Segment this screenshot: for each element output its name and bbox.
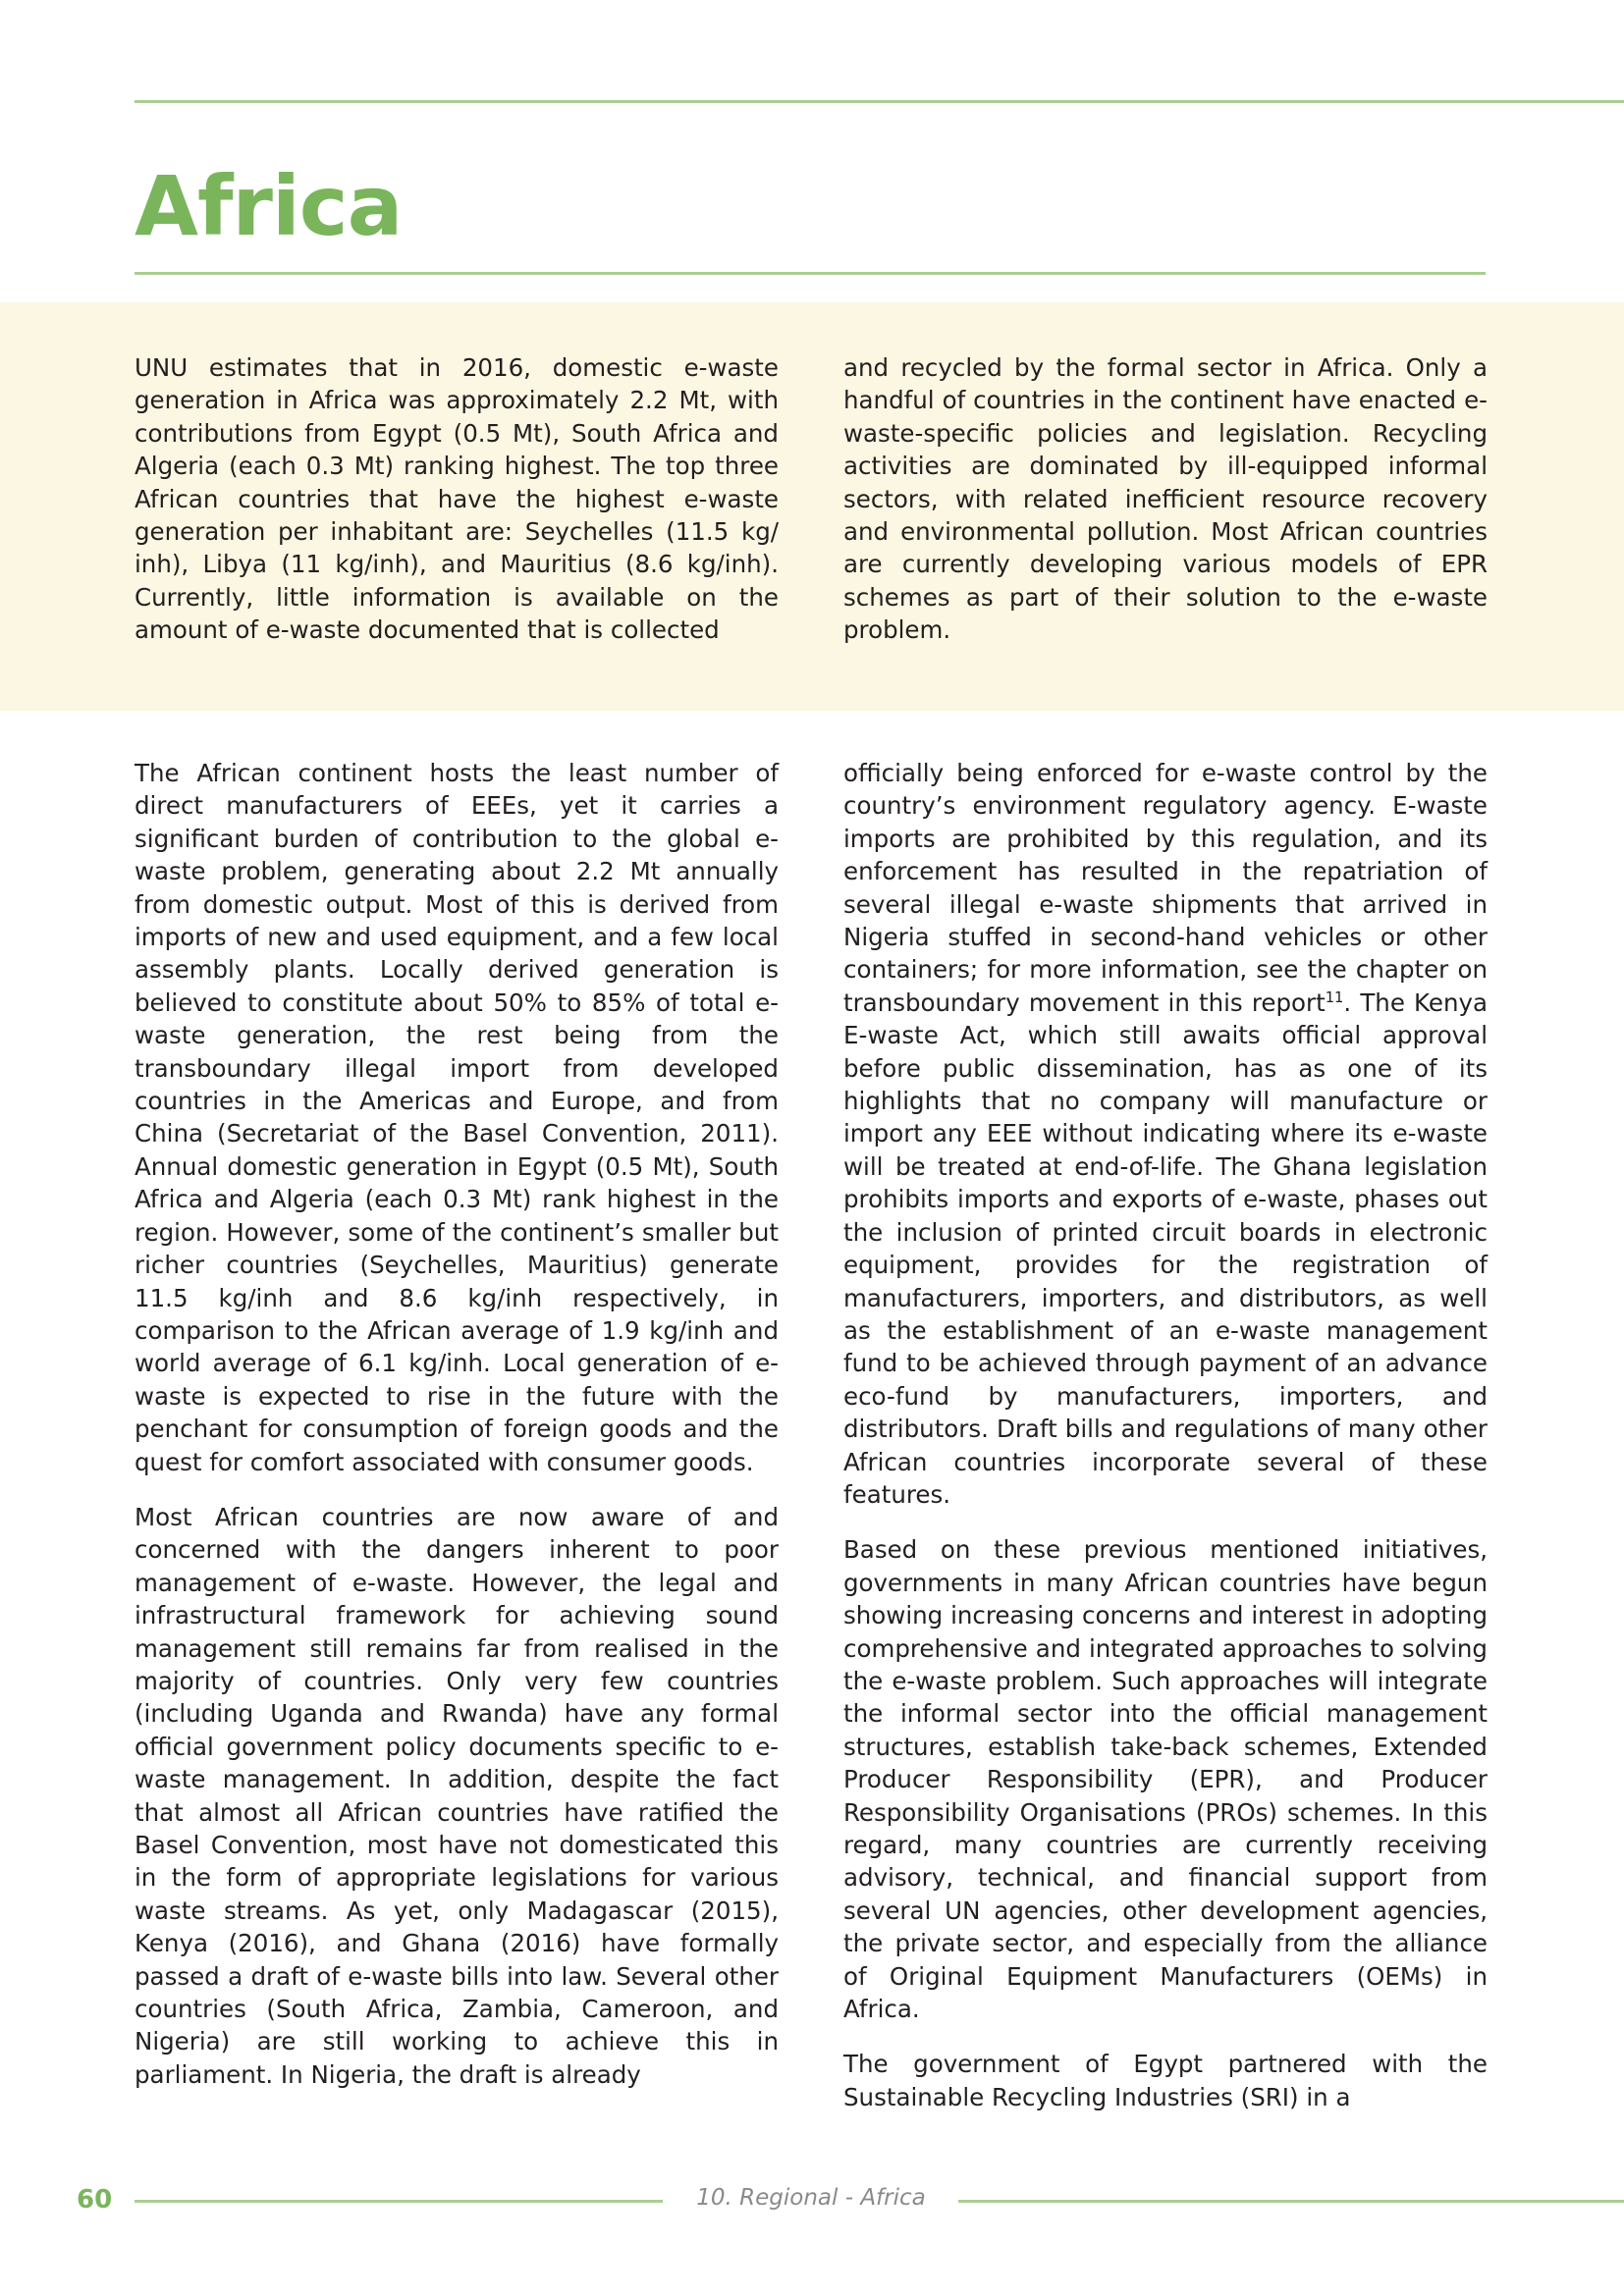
footnote-reference: 11 <box>1325 988 1344 1006</box>
summary-column-left <box>135 351 779 669</box>
summary-column-right <box>843 351 1488 669</box>
body-paragraph: Based on these previous mentioned initiatives, governments in many African countries have begun showing increasing concerns and interest in adopting comprehensive and integrated approaches to solving the e-waste problem. Such approaches will integrate the informal sector into the official management structures, establish take-back schemes, Extended Producer Responsibility (EPR), and Producer Responsibility Organisations (PROs) schemes. In this regard, many countries are currently receiving advisory, technical, and financial support from several UN agencies, other development agencies, the private sector, and especially from the alliance of Original Equipment Manufacturers (OEMs) in Africa. <box>843 1535 1488 2024</box>
summary-paragraph-left: UNU estimates that in 2016, domestic e-waste generation in Africa was approximately 2.2 Mt, with contributions from Egypt (0.5 Mt), South Africa and Algeria (each 0.3 Mt) ranking highest. The top three African countries that have the highest e-waste generation per inhabitant are: Seychelles (11.5 kg/ inh), Libya (11 kg/inh), and Mauritius (8.6 kg/inh). Currently, little information is available on the amount of e-waste documented that is collected <box>135 353 779 645</box>
page-number: 60 <box>77 2185 113 2215</box>
body-paragraph: The government of Egypt partnered with the Sustainable Recycling Industries (SRI) in a <box>843 2050 1488 2111</box>
footer-divider-right <box>958 2200 1624 2203</box>
top-divider <box>135 100 1624 103</box>
footer-section-label: 10. Regional - Africa <box>696 2185 926 2211</box>
body-paragraph <box>843 757 1488 1511</box>
body-paragraph: The African continent hosts the least number of direct manufacturers of EEEs, yet it carries a significant burden of contribution to the global e-waste problem, generating about 2.2 Mt annually from domestic output. Most of this is derived from imports of new and used equipment, and a few local assembly plants. Locally derived generation is believed to constitute about 50% to 85% of total e-waste generation, the rest being from the transboundary illegal import from developed countries in the Americas and Europe, and from China (Secretariat of the Basel Convention, 2011). Annual domestic generation in Egypt (0.5 Mt), South Africa and Algeria (each 0.3 Mt) rank highest in the region. However, some of the continent’s smaller but richer countries (Seychelles, Mauritius) generate 11.5 kg/inh and 8.6 kg/inh respectively, in comparison to the African average of 1.9 kg/inh and world average of 6.1 kg/inh. Local generation of e-waste is expected to rise in the future with the penchant for consumption of foreign goods and the quest for comfort associated with consumer goods. <box>135 759 779 1476</box>
body-column-left <box>135 757 779 2113</box>
title-underline <box>135 272 1486 275</box>
page-title: Africa <box>135 158 403 254</box>
summary-paragraph-right: and recycled by the formal sector in Africa. Only a handful of countries in the continent have enacted e-waste-specific policies and legislation. Recycling activities are dominated by ill-equipped informal sectors, with related inefficient resource recovery and environmental pollution. Most African countries are currently developing various models of EPR schemes as part of their solution to the e-waste problem. <box>843 353 1488 645</box>
body-column-right <box>843 757 1488 2136</box>
body-text: . The Kenya E-waste Act, which still awaits official approval before public dissemination, has as one of its highlights that no company will manufacture or import any EEE without indicating where its e-waste will be treated at end-of-life. The Ghana legislation prohibits imports and exports of e-waste, phases out the inclusion of printed circuit boards in electronic equipment, provides for the registration of manufacturers, importers, and distributors, as well as the establishment of an e-waste management fund to be achieved through payment of an advance eco-fund by manufacturers, importers, and distributors. Draft bills and regulations of many other African countries incorporate several of these features. <box>843 988 1488 1509</box>
body-text: officially being enforced for e-waste control by the country’s environment regulatory agency. E-waste imports are prohibited by this regulation, and its enforcement has resulted in the repatriation of several illegal e-waste shipments that arrived in Nigeria stuffed in second-hand vehicles or other containers; for more information, see the chapter on transboundary movement in this report <box>843 759 1488 1017</box>
body-paragraph: Most African countries are now aware of and concerned with the dangers inherent to poor management of e-waste. However, the legal and infrastructural framework for achieving sound management still remains far from realised in the majority of countries. Only very few countries (including Uganda and Rwanda) have any formal official government policy documents specific to e-waste management. In addition, despite the fact that almost all African countries have ratified the Basel Convention, most have not domesticated this in the form of appropriate legislations for various waste streams. As yet, only Madagascar (2015), Kenya (2016), and Ghana (2016) have formally passed a draft of e-waste bills into law. Several other countries (South Africa, Zambia, Cameroon, and Nigeria) are still working to achieve this in parliament. In Nigeria, the draft is already <box>135 1502 779 2089</box>
footer-divider-left <box>135 2200 663 2203</box>
